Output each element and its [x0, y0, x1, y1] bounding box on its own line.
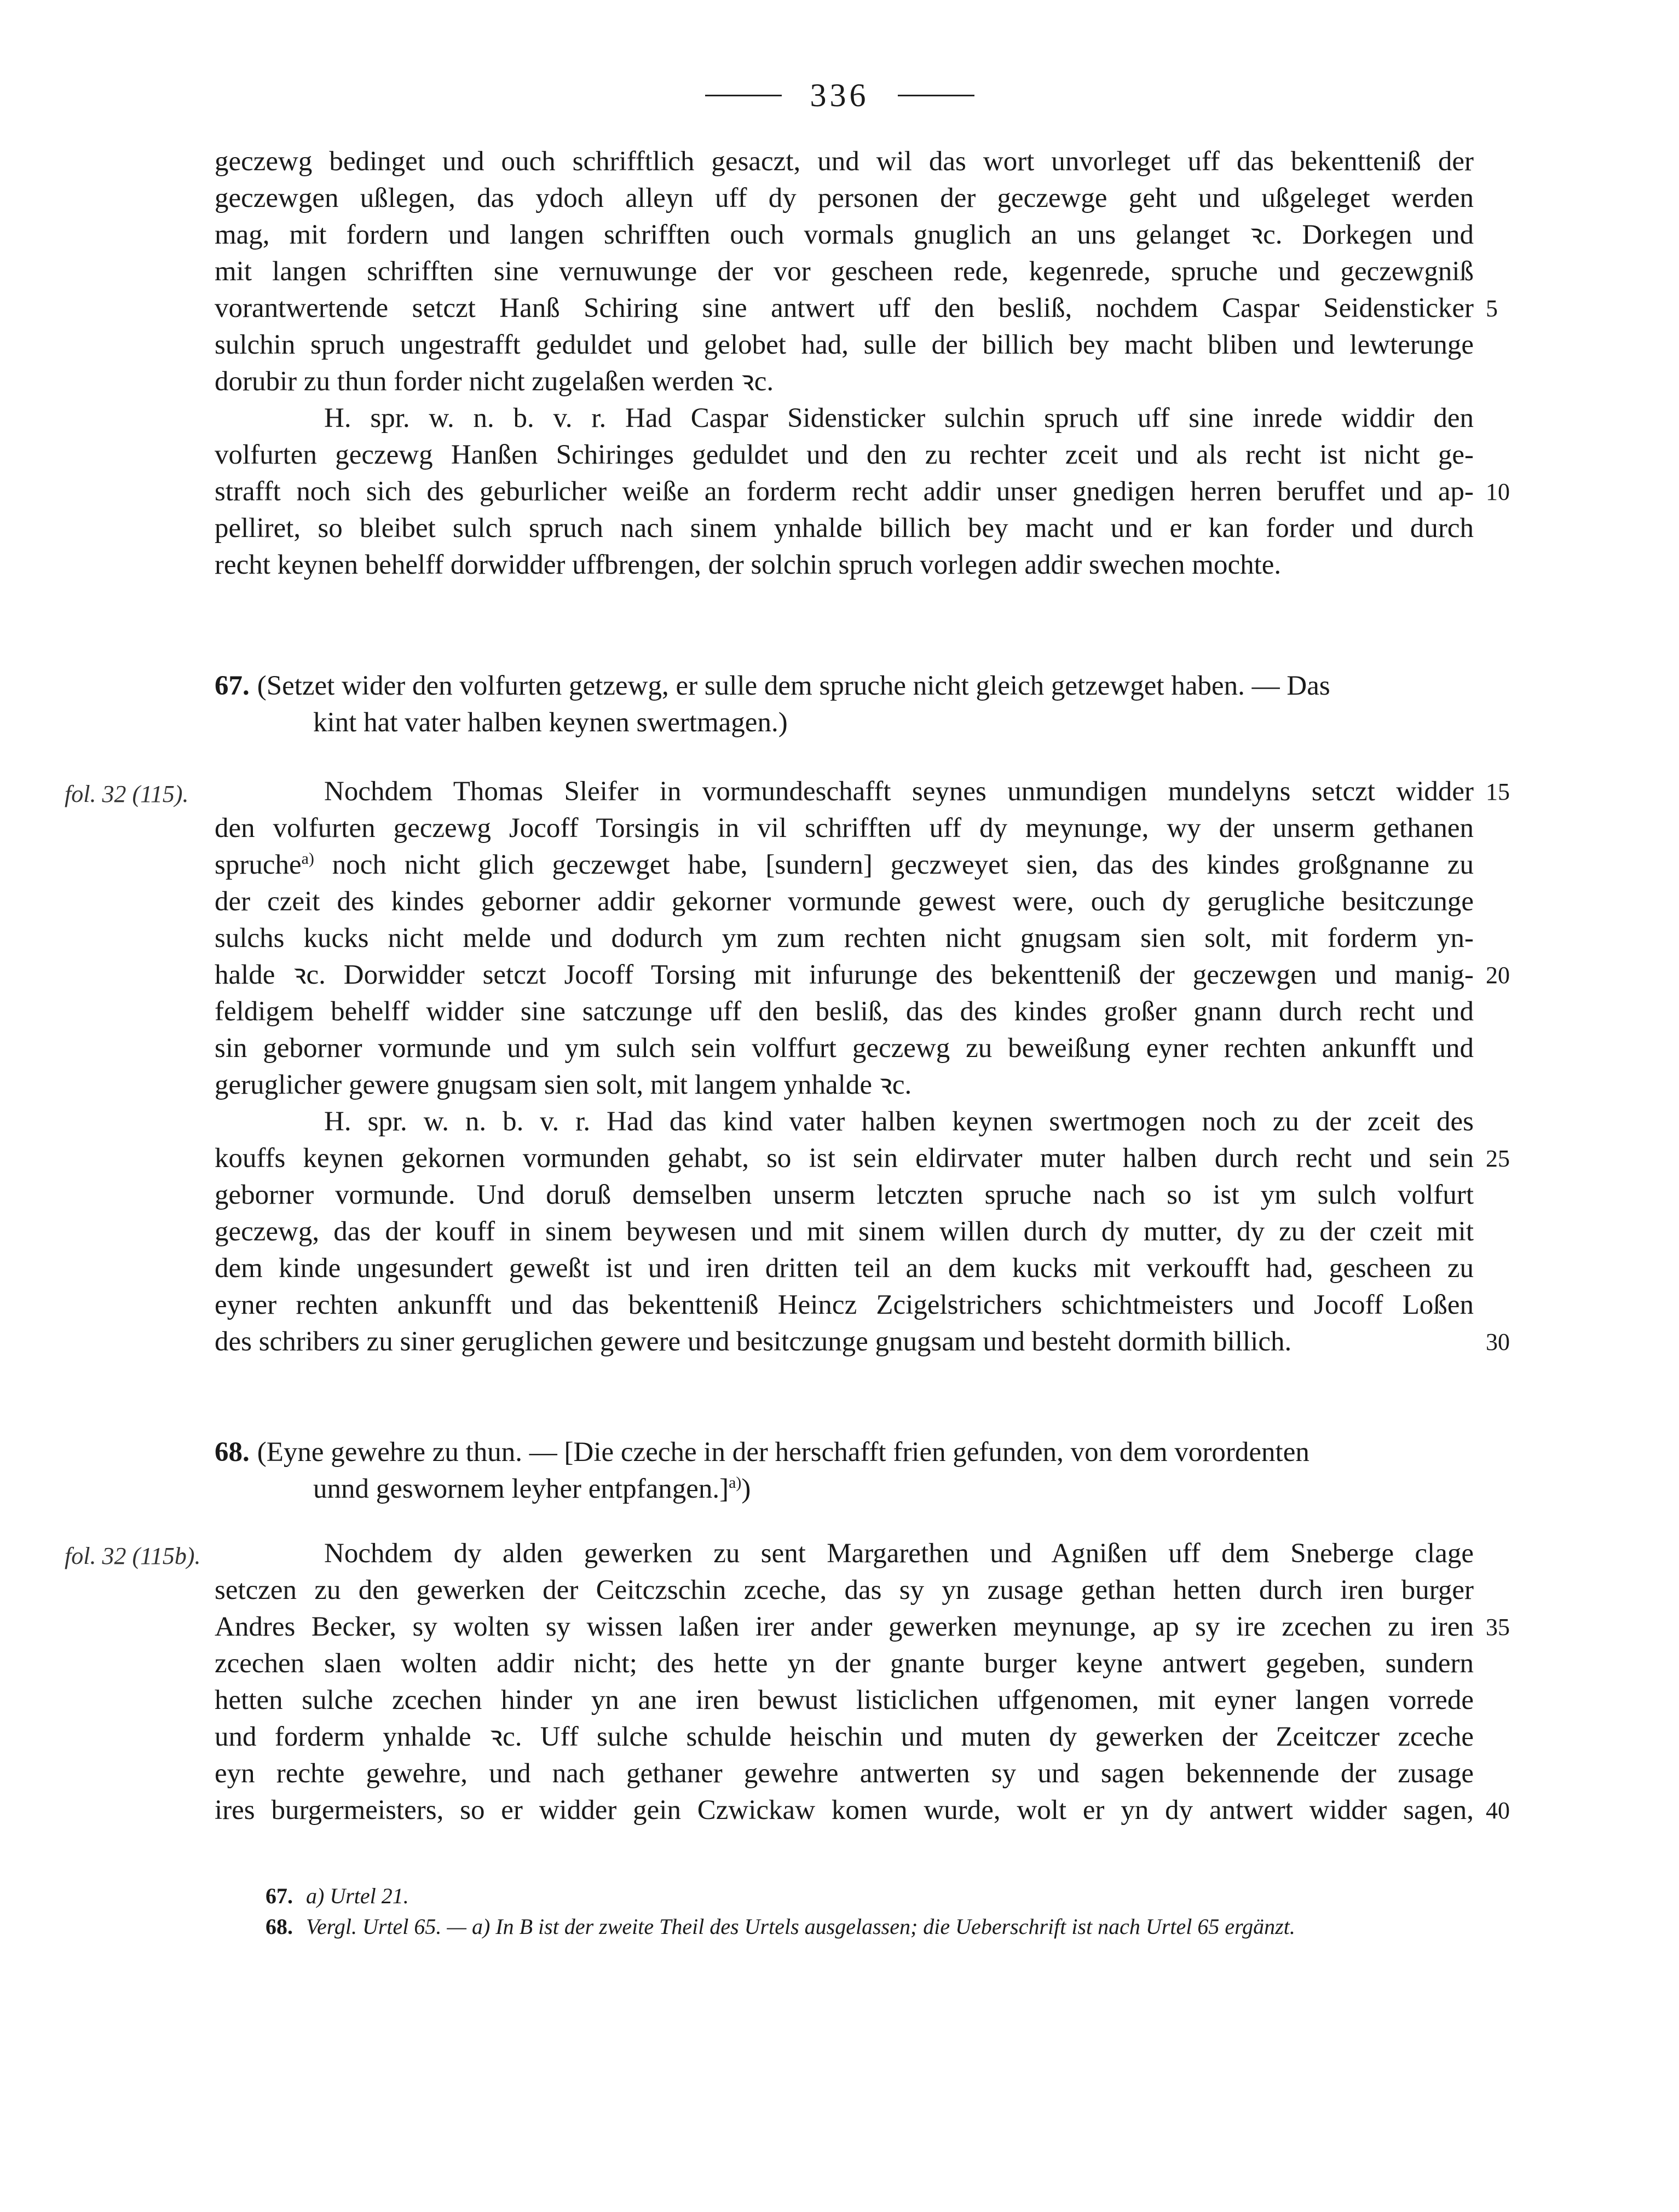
- footnote-67: [266, 1883, 409, 1909]
- text-line-content: vorantwertende setczt Hanß Schiring sine antwert uff den besliß, nochdem Caspar Seidensticker: [215, 293, 1474, 324]
- text-line: H. spr. w. n. b. v. r. Had Caspar Sidensticker sulchin spruch uff sine inrede widdir den: [324, 403, 1474, 434]
- section-67-body: [215, 773, 1510, 1360]
- heading-line: [215, 668, 1474, 704]
- line-number: 15: [1486, 778, 1510, 805]
- intro-paragraph: [215, 143, 1510, 584]
- text-line: [215, 1324, 1510, 1360]
- text-line-content: Andres Becker, sy wolten sy wissen laßen irer ander gewerken meynunge, ap sy ire zcechen zu iren: [215, 1612, 1474, 1642]
- heading-text: (Eyne gewehre zu thun. — [Die czeche in der herschafft frien gefunden, von dem vorordenten: [257, 1437, 1309, 1468]
- text-line: dem kinde ungesundert geweßt ist und iren dritten teil an dem kucks mit verkoufft had, gescheen zu: [215, 1253, 1474, 1284]
- text-line: [215, 290, 1498, 327]
- heading-text: ): [741, 1474, 751, 1504]
- text-line: volfurten geczewg Hanßen Schiringes geduldet und den zu rechter zceit und als recht ist nicht ge-: [215, 440, 1474, 470]
- line-number: 10: [1486, 478, 1510, 505]
- page-header: [0, 77, 1679, 114]
- footnote-number: 67.: [266, 1884, 293, 1908]
- line-number: 5: [1486, 295, 1498, 322]
- text-line: [215, 473, 1510, 510]
- text-line: setczen zu den gewerken der Ceitczschin zceche, das sy yn zusage gethan hetten durch iren burger: [215, 1575, 1474, 1605]
- line-number: 40: [1486, 1797, 1510, 1824]
- line-number: 25: [1486, 1145, 1510, 1172]
- margin-note-folio: fol. 32 (115).: [65, 781, 189, 807]
- text-line-content: des schribers zu siner geruglichen gewere und besitczunge gnugsam und besteht dormith billich.: [215, 1326, 1292, 1357]
- heading-line: [215, 1471, 1474, 1508]
- text-line-content: ires burgermeisters, so er widder gein Czwickaw komen wurde, wolt er yn dy antwert widder sagen,: [215, 1795, 1474, 1826]
- text-line: der czeit des kindes geborner addir gekorner vormunde gewest were, ouch dy gerugliche besitczunge: [215, 886, 1474, 917]
- footnote-text: Vergl. Urtel 65. — a) In B ist der zweite Theil des Urtels ausgelassen; die Ueberschrift ist nach Urtel 65 ergänzt.: [306, 1914, 1295, 1939]
- section-68-body: [215, 1535, 1510, 1829]
- text-line: sin geborner vormunde und ym sulch sein volffurt geczewg zu beweißung eyner rechten ankunfft und: [215, 1033, 1474, 1064]
- section-number: 67.: [215, 671, 250, 701]
- section-68-heading: [215, 1434, 1474, 1508]
- text-line: H. spr. w. n. b. v. r. Had das kind vater halben keynen swertmogen noch zu der zceit des: [324, 1106, 1474, 1137]
- text-line: sulchs kucks nicht melde und dodurch ym zum rechten nicht gnugsam sien solt, mit forderm yn-: [215, 923, 1474, 954]
- header-rule-left: [705, 95, 782, 96]
- text-line: hetten sulche zcechen hinder yn ane iren bewust listiclichen uffgenomen, mit eyner langen vorrede: [215, 1685, 1474, 1716]
- text-line: geborner vormunde. Und doruß demselben unserm letczten spruche nach so ist ym sulch volfurt: [215, 1180, 1474, 1210]
- footnote-68: [266, 1914, 1295, 1939]
- line-number: 30: [1486, 1329, 1510, 1355]
- heading-line: [215, 1434, 1474, 1471]
- page-number: 336: [810, 77, 869, 113]
- line-number: 20: [1486, 962, 1510, 989]
- text-line: den volfurten geczewg Jocoff Torsingis in vil schrifften uff dy meynunge, wy der unserm gethanen: [215, 813, 1474, 844]
- heading-text: (Setzet wider den volfurten getzewg, er sulle dem spruche nicht gleich getzewget haben. — Das: [257, 671, 1330, 701]
- margin-note-folio: fol. 32 (115b).: [65, 1543, 201, 1569]
- footnote-marker: a): [301, 850, 314, 868]
- text-line: eyn rechte gewehre, und nach gethaner gewehre antwerten sy und sagen bekennende der zusage: [215, 1758, 1474, 1789]
- text-line: und forderm ynhalde ꝛc. Uff sulche schulde heischin und muten dy gewerken der Zceitczer zceche: [215, 1722, 1474, 1752]
- text-line: geruglicher gewere gnugsam sien solt, mit langem ynhalde ꝛc.: [215, 1070, 912, 1100]
- text-line: [215, 1792, 1510, 1829]
- text-line: dorubir zu thun forder nicht zugelaßen werden ꝛc.: [215, 366, 774, 397]
- text-line: Nochdem dy alden gewerken zu sent Margarethen und Agnißen uff dem Sneberge clage: [324, 1538, 1474, 1569]
- text-line: mag, mit fordern und langen schrifften ouch vormals gnuglich an uns gelanget ꝛc. Dorkegen und: [215, 220, 1474, 250]
- heading-line: kint hat vater halben keynen swertmagen.): [313, 707, 788, 738]
- text-line: geczewg, das der kouff in sinem beywesen und mit sinem willen durch dy mutter, dy zu der czeit mit: [215, 1216, 1474, 1247]
- text-line-content: kouffs keynen gekornen vormunden gehabt, so ist sein eldirvater muter halben durch recht und sein: [215, 1143, 1474, 1174]
- footnote-marker: a): [729, 1474, 742, 1492]
- text-line-content: strafft noch sich des geburlicher weiße an forderm recht addir unser gnedigen herren beruffet und ap-: [215, 476, 1474, 507]
- text-line: geczewgen ußlegen, das ydoch alleyn uff dy personen der geczewge geht und ußgeleget werden: [215, 183, 1474, 213]
- text-line-content: Nochdem Thomas Sleifer in vormundeschafft seynes unmundigen mundelyns setczt widder: [324, 776, 1474, 807]
- text-line-content: noch nicht glich geczewget habe, [sundern] geczweyet sien, das des kindes großgnanne zu: [314, 850, 1474, 880]
- heading-text: unnd geswornem leyher entpfangen.]: [313, 1474, 729, 1504]
- text-line: [215, 847, 1474, 883]
- text-line: [215, 773, 1510, 810]
- header-rule-right: [898, 95, 974, 96]
- text-line-content: halde ꝛc. Dorwidder setczt Jocoff Torsing mit infurunge des bekentteniß der geczewgen und manig-: [215, 960, 1474, 990]
- text-line: mit langen schrifften sine vernuwunge der vor gescheen rede, kegenrede, spruche und geczewgniß: [215, 256, 1474, 287]
- line-number: 35: [1486, 1614, 1510, 1641]
- text-line: eyner rechten ankunfft und das bekentteniß Heincz Zcigelstrichers schichtmeisters und Jocoff Loßen: [215, 1290, 1474, 1320]
- section-67-heading: [215, 668, 1474, 741]
- text-line: recht keynen behelff dorwidder uffbrengen, der solchin spruch vorlegen addir swechen mochte.: [215, 550, 1282, 580]
- text-line: zcechen slaen wolten addir nicht; des hette yn der gnante burger keyne antwert gegeben, sundern: [215, 1648, 1474, 1679]
- text-line: sulchin spruch ungestrafft geduldet und gelobet had, sulle der billich bey macht bliben und lewterunge: [215, 330, 1474, 360]
- footnote-text: a) Urtel 21.: [306, 1884, 409, 1908]
- text-line: feldigem behelff widder sine satczunge uff den besliß, das des kindes großer gnann durch recht und: [215, 996, 1474, 1027]
- section-number: 68.: [215, 1437, 250, 1468]
- text-line: pelliret, so bleibet sulch spruch nach sinem ynhalde billich bey macht und er kan forder und durch: [215, 513, 1474, 544]
- text-line: [215, 1140, 1510, 1177]
- text-line: [215, 957, 1510, 994]
- text-line-content: spruche: [215, 850, 302, 880]
- text-line: geczewg bedinget und ouch schrifftlich gesaczt, und wil das wort unvorleget uff das bekentteniß der: [215, 146, 1474, 177]
- text-line: [215, 1609, 1510, 1645]
- footnote-number: 68.: [266, 1914, 293, 1939]
